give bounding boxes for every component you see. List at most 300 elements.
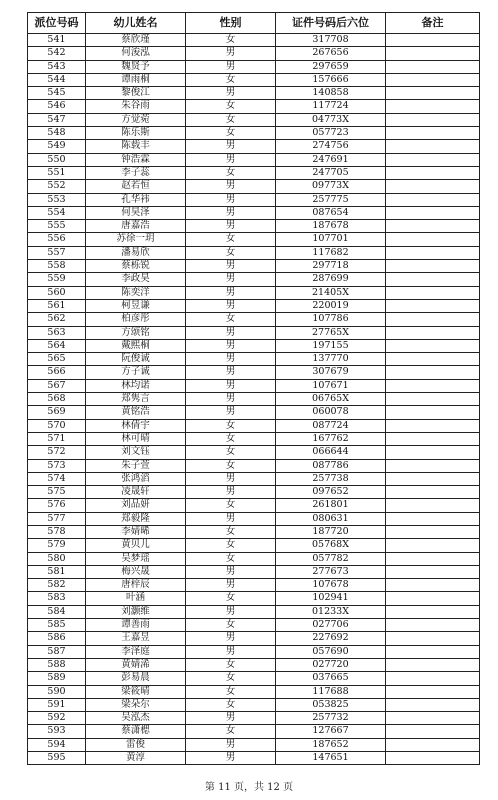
- id-last-six-cell: 057690: [276, 645, 386, 658]
- lottery-number-cell: 572: [28, 446, 86, 459]
- child-name-cell: 刘文钰: [86, 446, 186, 459]
- child-name-cell: 郑毅隆: [86, 512, 186, 525]
- id-last-six-cell: 087724: [276, 419, 386, 432]
- remarks-cell: [386, 499, 480, 512]
- id-last-six-cell: 297659: [276, 60, 386, 73]
- gender-cell: 男: [186, 406, 276, 419]
- id-last-six-cell: 087654: [276, 206, 386, 219]
- child-name-cell: 朱谷雨: [86, 100, 186, 113]
- child-name-cell: 林均诺: [86, 379, 186, 392]
- gender-cell: 女: [186, 432, 276, 445]
- lottery-number-cell: 550: [28, 153, 86, 166]
- child-name-cell: 郑隽言: [86, 393, 186, 406]
- child-name-cell: 彭易晨: [86, 672, 186, 685]
- remarks-cell: [386, 193, 480, 206]
- lottery-number-cell: 544: [28, 73, 86, 86]
- id-last-six-cell: 057782: [276, 552, 386, 565]
- table-row: [28, 579, 480, 592]
- lottery-number-cell: 582: [28, 579, 86, 592]
- lottery-number-cell: 561: [28, 299, 86, 312]
- remarks-cell: [386, 60, 480, 73]
- roster-table: [27, 12, 480, 765]
- child-name-cell: 吴泓杰: [86, 712, 186, 725]
- gender-cell: 男: [186, 366, 276, 379]
- lottery-number-cell: 574: [28, 472, 86, 485]
- gender-cell: 女: [186, 592, 276, 605]
- table-row: [28, 525, 480, 538]
- table-row: [28, 725, 480, 738]
- lottery-number-cell: 549: [28, 140, 86, 153]
- child-name-cell: 梁朵尔: [86, 698, 186, 711]
- child-name-cell: 阮俊诚: [86, 353, 186, 366]
- remarks-cell: [386, 127, 480, 140]
- child-name-cell: 潘易欣: [86, 246, 186, 259]
- remarks-cell: [386, 246, 480, 259]
- lottery-number-cell: 588: [28, 658, 86, 671]
- id-last-six-cell: 117724: [276, 100, 386, 113]
- child-name-cell: 何浚泓: [86, 47, 186, 60]
- remarks-cell: [386, 233, 480, 246]
- id-last-six-cell: 01233X: [276, 605, 386, 618]
- remarks-cell: [386, 645, 480, 658]
- lottery-number-cell: 551: [28, 166, 86, 179]
- child-name-cell: 蔡欣瑾: [86, 34, 186, 47]
- child-name-cell: 陈载丰: [86, 140, 186, 153]
- gender-cell: 男: [186, 512, 276, 525]
- child-name-cell: 雷俊: [86, 738, 186, 751]
- id-last-six-cell: 187652: [276, 738, 386, 751]
- remarks-cell: [386, 525, 480, 538]
- remarks-cell: [386, 712, 480, 725]
- remarks-cell: [386, 166, 480, 179]
- lottery-number-cell: 592: [28, 712, 86, 725]
- id-last-six-cell: 05768X: [276, 539, 386, 552]
- table-row: [28, 180, 480, 193]
- table-row: [28, 552, 480, 565]
- gender-cell: 男: [186, 752, 276, 765]
- remarks-cell: [386, 326, 480, 339]
- remarks-cell: [386, 605, 480, 618]
- child-name-cell: 林倩宇: [86, 419, 186, 432]
- child-name-cell: 苏徐一玥: [86, 233, 186, 246]
- lottery-number-cell: 594: [28, 738, 86, 751]
- gender-cell: 女: [186, 166, 276, 179]
- child-name-cell: 钟浩霖: [86, 153, 186, 166]
- remarks-cell: [386, 552, 480, 565]
- header-gender: 性别: [186, 13, 276, 34]
- child-name-cell: 陈乐斯: [86, 127, 186, 140]
- child-name-cell: 黄铭浩: [86, 406, 186, 419]
- id-last-six-cell: 187678: [276, 220, 386, 233]
- gender-cell: 男: [186, 140, 276, 153]
- child-name-cell: 唐嘉浩: [86, 220, 186, 233]
- lottery-number-cell: 548: [28, 127, 86, 140]
- id-last-six-cell: 027706: [276, 619, 386, 632]
- child-name-cell: 叶涵: [86, 592, 186, 605]
- table-row: [28, 738, 480, 751]
- remarks-cell: [386, 366, 480, 379]
- gender-cell: 男: [186, 472, 276, 485]
- table-row: [28, 379, 480, 392]
- gender-cell: 男: [186, 220, 276, 233]
- remarks-cell: [386, 432, 480, 445]
- child-name-cell: 蔡栎锐: [86, 260, 186, 273]
- lottery-number-cell: 555: [28, 220, 86, 233]
- table-row: [28, 565, 480, 578]
- lottery-number-cell: 577: [28, 512, 86, 525]
- lottery-number-cell: 541: [28, 34, 86, 47]
- lottery-number-cell: 576: [28, 499, 86, 512]
- table-row: [28, 140, 480, 153]
- table-row: [28, 645, 480, 658]
- id-last-six-cell: 060078: [276, 406, 386, 419]
- gender-cell: 男: [186, 60, 276, 73]
- id-last-six-cell: 107678: [276, 579, 386, 592]
- remarks-cell: [386, 87, 480, 100]
- remarks-cell: [386, 153, 480, 166]
- id-last-six-cell: 187720: [276, 525, 386, 538]
- lottery-number-cell: 578: [28, 525, 86, 538]
- remarks-cell: [386, 34, 480, 47]
- id-last-six-cell: 220019: [276, 299, 386, 312]
- child-name-cell: 刘灏维: [86, 605, 186, 618]
- table-row: [28, 459, 480, 472]
- id-last-six-cell: 097652: [276, 486, 386, 499]
- table-row: [28, 47, 480, 60]
- table-row: [28, 539, 480, 552]
- id-last-six-cell: 107786: [276, 313, 386, 326]
- id-last-six-cell: 274756: [276, 140, 386, 153]
- id-last-six-cell: 257732: [276, 712, 386, 725]
- child-name-cell: 黄婧浠: [86, 658, 186, 671]
- table-row: [28, 512, 480, 525]
- remarks-cell: [386, 658, 480, 671]
- gender-cell: 女: [186, 127, 276, 140]
- child-name-cell: 赵若恒: [86, 180, 186, 193]
- id-last-six-cell: 087786: [276, 459, 386, 472]
- lottery-number-cell: 595: [28, 752, 86, 765]
- lottery-number-cell: 543: [28, 60, 86, 73]
- child-name-cell: 谭善雨: [86, 619, 186, 632]
- child-name-cell: 李政昊: [86, 273, 186, 286]
- table-row: [28, 472, 480, 485]
- gender-cell: 女: [186, 672, 276, 685]
- table-row: [28, 100, 480, 113]
- lottery-number-cell: 564: [28, 339, 86, 352]
- remarks-cell: [386, 672, 480, 685]
- gender-cell: 女: [186, 34, 276, 47]
- lottery-number-cell: 571: [28, 432, 86, 445]
- gender-cell: 男: [186, 153, 276, 166]
- table-row: [28, 193, 480, 206]
- gender-cell: 男: [186, 605, 276, 618]
- table-row: [28, 260, 480, 273]
- child-name-cell: 黄贝儿: [86, 539, 186, 552]
- lottery-number-cell: 575: [28, 486, 86, 499]
- gender-cell: 男: [186, 486, 276, 499]
- lottery-number-cell: 585: [28, 619, 86, 632]
- gender-cell: 男: [186, 738, 276, 751]
- lottery-number-cell: 554: [28, 206, 86, 219]
- child-name-cell: 黄淳: [86, 752, 186, 765]
- id-last-six-cell: 117682: [276, 246, 386, 259]
- table-row: [28, 366, 480, 379]
- gender-cell: 女: [186, 419, 276, 432]
- table-row: [28, 273, 480, 286]
- id-last-six-cell: 297718: [276, 260, 386, 273]
- remarks-cell: [386, 100, 480, 113]
- child-name-cell: 何昊泽: [86, 206, 186, 219]
- remarks-cell: [386, 632, 480, 645]
- table-row: [28, 619, 480, 632]
- child-name-cell: 戴熙桐: [86, 339, 186, 352]
- lottery-number-cell: 546: [28, 100, 86, 113]
- table-row: [28, 712, 480, 725]
- table-row: [28, 313, 480, 326]
- gender-cell: 男: [186, 393, 276, 406]
- table-row: [28, 286, 480, 299]
- child-name-cell: 李婧晞: [86, 525, 186, 538]
- table-row: [28, 113, 480, 126]
- lottery-number-cell: 542: [28, 47, 86, 60]
- child-name-cell: 方子诚: [86, 366, 186, 379]
- lottery-number-cell: 556: [28, 233, 86, 246]
- child-name-cell: 林可晴: [86, 432, 186, 445]
- remarks-cell: [386, 752, 480, 765]
- remarks-cell: [386, 299, 480, 312]
- remarks-cell: [386, 565, 480, 578]
- lottery-number-cell: 570: [28, 419, 86, 432]
- gender-cell: 男: [186, 565, 276, 578]
- lottery-number-cell: 557: [28, 246, 86, 259]
- gender-cell: 女: [186, 658, 276, 671]
- table-row: [28, 698, 480, 711]
- gender-cell: 女: [186, 552, 276, 565]
- table-row: [28, 206, 480, 219]
- id-last-six-cell: 04773X: [276, 113, 386, 126]
- gender-cell: 男: [186, 193, 276, 206]
- lottery-number-cell: 589: [28, 672, 86, 685]
- gender-cell: 男: [186, 87, 276, 100]
- gender-cell: 男: [186, 260, 276, 273]
- lottery-number-cell: 553: [28, 193, 86, 206]
- remarks-cell: [386, 419, 480, 432]
- remarks-cell: [386, 685, 480, 698]
- remarks-cell: [386, 698, 480, 711]
- lottery-number-cell: 566: [28, 366, 86, 379]
- remarks-cell: [386, 286, 480, 299]
- lottery-number-cell: 563: [28, 326, 86, 339]
- child-name-cell: 谭雨桐: [86, 73, 186, 86]
- gender-cell: 男: [186, 299, 276, 312]
- lottery-number-cell: 579: [28, 539, 86, 552]
- gender-cell: 男: [186, 273, 276, 286]
- child-name-cell: 蔡潇楒: [86, 725, 186, 738]
- id-last-six-cell: 227692: [276, 632, 386, 645]
- remarks-cell: [386, 446, 480, 459]
- header-remarks: 备注: [386, 13, 480, 34]
- table-row: [28, 486, 480, 499]
- table-row: [28, 592, 480, 605]
- gender-cell: 女: [186, 619, 276, 632]
- lottery-number-cell: 565: [28, 353, 86, 366]
- id-last-six-cell: 247705: [276, 166, 386, 179]
- child-name-cell: 凌晟轩: [86, 486, 186, 499]
- child-name-cell: 方颂铭: [86, 326, 186, 339]
- lottery-number-cell: 558: [28, 260, 86, 273]
- table-row: [28, 73, 480, 86]
- gender-cell: 男: [186, 206, 276, 219]
- table-row: [28, 339, 480, 352]
- gender-cell: 女: [186, 73, 276, 86]
- remarks-cell: [386, 539, 480, 552]
- table-row: [28, 752, 480, 765]
- id-last-six-cell: 053825: [276, 698, 386, 711]
- lottery-number-cell: 560: [28, 286, 86, 299]
- id-last-six-cell: 261801: [276, 499, 386, 512]
- remarks-cell: [386, 180, 480, 193]
- table-row: [28, 34, 480, 47]
- id-last-six-cell: 277673: [276, 565, 386, 578]
- id-last-six-cell: 167762: [276, 432, 386, 445]
- lottery-number-cell: 545: [28, 87, 86, 100]
- remarks-cell: [386, 406, 480, 419]
- id-last-six-cell: 147651: [276, 752, 386, 765]
- child-name-cell: 柏彦彤: [86, 313, 186, 326]
- remarks-cell: [386, 353, 480, 366]
- id-last-six-cell: 257775: [276, 193, 386, 206]
- child-name-cell: 梅兴晟: [86, 565, 186, 578]
- table-row: [28, 326, 480, 339]
- remarks-cell: [386, 592, 480, 605]
- header-id-last-six: 证件号码后六位: [276, 13, 386, 34]
- gender-cell: 女: [186, 499, 276, 512]
- gender-cell: 男: [186, 645, 276, 658]
- remarks-cell: [386, 512, 480, 525]
- id-last-six-cell: 102941: [276, 592, 386, 605]
- table-row: [28, 685, 480, 698]
- remarks-cell: [386, 220, 480, 233]
- remarks-cell: [386, 472, 480, 485]
- remarks-cell: [386, 379, 480, 392]
- id-last-six-cell: 080631: [276, 512, 386, 525]
- lottery-number-cell: 562: [28, 313, 86, 326]
- gender-cell: 男: [186, 326, 276, 339]
- child-name-cell: 方觉菀: [86, 113, 186, 126]
- id-last-six-cell: 287699: [276, 273, 386, 286]
- id-last-six-cell: 267656: [276, 47, 386, 60]
- id-last-six-cell: 307679: [276, 366, 386, 379]
- child-name-cell: 魏贤予: [86, 60, 186, 73]
- id-last-six-cell: 09773X: [276, 180, 386, 193]
- child-name-cell: 柯昱谦: [86, 299, 186, 312]
- lottery-number-cell: 552: [28, 180, 86, 193]
- table-row: [28, 299, 480, 312]
- id-last-six-cell: 157666: [276, 73, 386, 86]
- table-row: [28, 246, 480, 259]
- table-row: [28, 632, 480, 645]
- id-last-six-cell: 257738: [276, 472, 386, 485]
- table-row: [28, 446, 480, 459]
- child-name-cell: 孔华祎: [86, 193, 186, 206]
- gender-cell: 男: [186, 712, 276, 725]
- lottery-number-cell: 580: [28, 552, 86, 565]
- id-last-six-cell: 127667: [276, 725, 386, 738]
- id-last-six-cell: 107671: [276, 379, 386, 392]
- table-header-row: [28, 13, 480, 34]
- gender-cell: 女: [186, 725, 276, 738]
- id-last-six-cell: 107701: [276, 233, 386, 246]
- child-name-cell: 王嘉昱: [86, 632, 186, 645]
- child-name-cell: 张鸿滔: [86, 472, 186, 485]
- remarks-cell: [386, 393, 480, 406]
- remarks-cell: [386, 260, 480, 273]
- table-row: [28, 87, 480, 100]
- lottery-number-cell: 590: [28, 685, 86, 698]
- id-last-six-cell: 137770: [276, 353, 386, 366]
- gender-cell: 女: [186, 233, 276, 246]
- gender-cell: 男: [186, 47, 276, 60]
- table-row: [28, 432, 480, 445]
- remarks-cell: [386, 459, 480, 472]
- table-row: [28, 406, 480, 419]
- child-name-cell: 梁筱晴: [86, 685, 186, 698]
- child-name-cell: 朱子萱: [86, 459, 186, 472]
- table-row: [28, 499, 480, 512]
- gender-cell: 女: [186, 685, 276, 698]
- gender-cell: 男: [186, 339, 276, 352]
- child-name-cell: 黎俊江: [86, 87, 186, 100]
- gender-cell: 女: [186, 313, 276, 326]
- table-row: [28, 127, 480, 140]
- id-last-six-cell: 057723: [276, 127, 386, 140]
- id-last-six-cell: 197155: [276, 339, 386, 352]
- id-last-six-cell: 247691: [276, 153, 386, 166]
- gender-cell: 男: [186, 286, 276, 299]
- table-row: [28, 672, 480, 685]
- id-last-six-cell: 06765X: [276, 393, 386, 406]
- lottery-number-cell: 568: [28, 393, 86, 406]
- remarks-cell: [386, 339, 480, 352]
- gender-cell: 女: [186, 246, 276, 259]
- remarks-cell: [386, 579, 480, 592]
- lottery-number-cell: 587: [28, 645, 86, 658]
- id-last-six-cell: 037665: [276, 672, 386, 685]
- child-name-cell: 李泽庭: [86, 645, 186, 658]
- gender-cell: 男: [186, 379, 276, 392]
- remarks-cell: [386, 486, 480, 499]
- gender-cell: 女: [186, 525, 276, 538]
- gender-cell: 女: [186, 446, 276, 459]
- id-last-six-cell: 140858: [276, 87, 386, 100]
- remarks-cell: [386, 725, 480, 738]
- lottery-number-cell: 573: [28, 459, 86, 472]
- id-last-six-cell: 066644: [276, 446, 386, 459]
- id-last-six-cell: 317708: [276, 34, 386, 47]
- gender-cell: 男: [186, 180, 276, 193]
- page-footer: 第 11 页，共 12 页: [204, 782, 294, 793]
- table-row: [28, 393, 480, 406]
- child-name-cell: 李子蕊: [86, 166, 186, 179]
- table-row: [28, 166, 480, 179]
- gender-cell: 男: [186, 579, 276, 592]
- lottery-number-cell: 567: [28, 379, 86, 392]
- lottery-number-cell: 584: [28, 605, 86, 618]
- remarks-cell: [386, 738, 480, 751]
- id-last-six-cell: 117688: [276, 685, 386, 698]
- child-name-cell: 吴梦瑶: [86, 552, 186, 565]
- table-row: [28, 220, 480, 233]
